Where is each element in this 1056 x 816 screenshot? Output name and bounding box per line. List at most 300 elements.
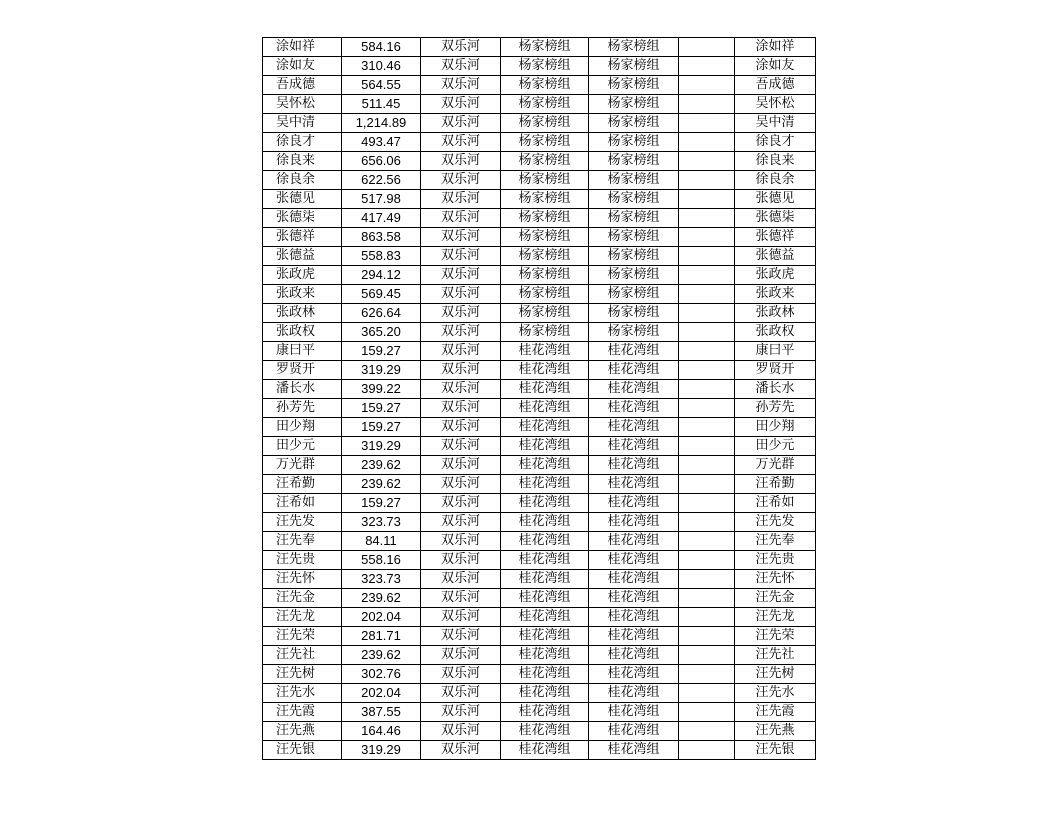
cell-village: 双乐河	[421, 76, 501, 95]
cell-name: 汪先金	[263, 589, 342, 608]
cell-group: 桂花湾组	[501, 703, 589, 722]
cell-name-2: 汪先银	[735, 741, 816, 760]
cell-blank	[679, 361, 735, 380]
cell-blank	[679, 627, 735, 646]
cell-name: 康曰平	[263, 342, 342, 361]
cell-name-2: 汪先霞	[735, 703, 816, 722]
cell-group: 杨家榜组	[501, 171, 589, 190]
cell-group-2: 桂花湾组	[589, 589, 679, 608]
cell-blank	[679, 589, 735, 608]
cell-village: 双乐河	[421, 171, 501, 190]
cell-blank	[679, 342, 735, 361]
cell-name: 徐良来	[263, 152, 342, 171]
cell-blank	[679, 646, 735, 665]
cell-group: 杨家榜组	[501, 285, 589, 304]
cell-blank	[679, 323, 735, 342]
cell-name-2: 张德祥	[735, 228, 816, 247]
cell-name: 徐良余	[263, 171, 342, 190]
cell-amount: 863.58	[342, 228, 421, 247]
cell-group-2: 桂花湾组	[589, 418, 679, 437]
cell-group-2: 杨家榜组	[589, 171, 679, 190]
cell-group: 桂花湾组	[501, 513, 589, 532]
cell-group-2: 桂花湾组	[589, 380, 679, 399]
cell-village: 双乐河	[421, 114, 501, 133]
cell-village: 双乐河	[421, 570, 501, 589]
cell-name: 张政虎	[263, 266, 342, 285]
cell-name-2: 涂如祥	[735, 38, 816, 57]
cell-name: 罗贤开	[263, 361, 342, 380]
cell-amount: 417.49	[342, 209, 421, 228]
cell-name: 潘长水	[263, 380, 342, 399]
cell-name: 汪先水	[263, 684, 342, 703]
table-row	[263, 152, 816, 171]
table-row	[263, 684, 816, 703]
cell-village: 双乐河	[421, 380, 501, 399]
cell-group-2: 杨家榜组	[589, 190, 679, 209]
cell-group-2: 桂花湾组	[589, 437, 679, 456]
table-row	[263, 456, 816, 475]
cell-village: 双乐河	[421, 437, 501, 456]
cell-amount: 239.62	[342, 456, 421, 475]
cell-name-2: 田少元	[735, 437, 816, 456]
data-table	[262, 37, 816, 760]
cell-blank	[679, 665, 735, 684]
cell-blank	[679, 38, 735, 57]
cell-name: 吴怀松	[263, 95, 342, 114]
cell-name-2: 汪希勤	[735, 475, 816, 494]
cell-name: 吴中清	[263, 114, 342, 133]
table-row	[263, 304, 816, 323]
cell-name: 汪希如	[263, 494, 342, 513]
cell-group-2: 桂花湾组	[589, 627, 679, 646]
cell-blank	[679, 722, 735, 741]
cell-amount: 202.04	[342, 608, 421, 627]
cell-group: 杨家榜组	[501, 76, 589, 95]
cell-group-2: 桂花湾组	[589, 646, 679, 665]
cell-group: 桂花湾组	[501, 589, 589, 608]
cell-amount: 239.62	[342, 475, 421, 494]
table-row	[263, 418, 816, 437]
cell-amount: 319.29	[342, 361, 421, 380]
cell-group: 桂花湾组	[501, 342, 589, 361]
cell-group-2: 杨家榜组	[589, 304, 679, 323]
table-row	[263, 703, 816, 722]
cell-name: 汪先发	[263, 513, 342, 532]
table-row	[263, 437, 816, 456]
cell-name-2: 张德柒	[735, 209, 816, 228]
cell-name: 张政来	[263, 285, 342, 304]
cell-name-2: 吴怀松	[735, 95, 816, 114]
cell-name-2: 汪先龙	[735, 608, 816, 627]
cell-name: 孙芳先	[263, 399, 342, 418]
cell-village: 双乐河	[421, 532, 501, 551]
cell-village: 双乐河	[421, 133, 501, 152]
cell-group-2: 桂花湾组	[589, 342, 679, 361]
cell-amount: 622.56	[342, 171, 421, 190]
cell-blank	[679, 133, 735, 152]
cell-group-2: 桂花湾组	[589, 475, 679, 494]
cell-amount: 558.16	[342, 551, 421, 570]
table-row	[263, 513, 816, 532]
cell-amount: 159.27	[342, 399, 421, 418]
cell-blank	[679, 304, 735, 323]
cell-village: 双乐河	[421, 703, 501, 722]
cell-group: 杨家榜组	[501, 133, 589, 152]
cell-village: 双乐河	[421, 646, 501, 665]
cell-group: 桂花湾组	[501, 741, 589, 760]
cell-village: 双乐河	[421, 551, 501, 570]
cell-group: 杨家榜组	[501, 114, 589, 133]
cell-group-2: 杨家榜组	[589, 38, 679, 57]
cell-group: 杨家榜组	[501, 190, 589, 209]
cell-village: 双乐河	[421, 456, 501, 475]
table-row	[263, 589, 816, 608]
cell-group-2: 桂花湾组	[589, 399, 679, 418]
cell-village: 双乐河	[421, 209, 501, 228]
cell-name: 田少元	[263, 437, 342, 456]
cell-name: 田少翔	[263, 418, 342, 437]
cell-amount: 302.76	[342, 665, 421, 684]
cell-group-2: 桂花湾组	[589, 361, 679, 380]
cell-amount: 656.06	[342, 152, 421, 171]
cell-amount: 239.62	[342, 589, 421, 608]
cell-group-2: 杨家榜组	[589, 209, 679, 228]
table-row	[263, 570, 816, 589]
cell-village: 双乐河	[421, 247, 501, 266]
cell-village: 双乐河	[421, 494, 501, 513]
cell-group: 桂花湾组	[501, 684, 589, 703]
cell-group: 桂花湾组	[501, 627, 589, 646]
cell-group-2: 杨家榜组	[589, 114, 679, 133]
cell-group-2: 桂花湾组	[589, 608, 679, 627]
cell-group-2: 杨家榜组	[589, 323, 679, 342]
cell-group: 杨家榜组	[501, 266, 589, 285]
cell-name-2: 汪先燕	[735, 722, 816, 741]
cell-group: 杨家榜组	[501, 57, 589, 76]
cell-blank	[679, 494, 735, 513]
cell-village: 双乐河	[421, 361, 501, 380]
cell-name: 张德祥	[263, 228, 342, 247]
cell-group-2: 杨家榜组	[589, 266, 679, 285]
table-row	[263, 209, 816, 228]
table-row	[263, 114, 816, 133]
cell-village: 双乐河	[421, 57, 501, 76]
cell-name-2: 吾成德	[735, 76, 816, 95]
table-row	[263, 38, 816, 57]
cell-group-2: 杨家榜组	[589, 285, 679, 304]
cell-village: 双乐河	[421, 95, 501, 114]
cell-name-2: 张政来	[735, 285, 816, 304]
cell-name-2: 汪先贵	[735, 551, 816, 570]
cell-village: 双乐河	[421, 399, 501, 418]
cell-group: 杨家榜组	[501, 95, 589, 114]
cell-name-2: 汪先社	[735, 646, 816, 665]
table-row	[263, 285, 816, 304]
table-row	[263, 627, 816, 646]
table-row	[263, 475, 816, 494]
cell-name-2: 汪先荣	[735, 627, 816, 646]
cell-amount: 584.16	[342, 38, 421, 57]
cell-blank	[679, 551, 735, 570]
cell-blank	[679, 608, 735, 627]
cell-name-2: 张政林	[735, 304, 816, 323]
cell-group-2: 桂花湾组	[589, 722, 679, 741]
cell-name: 万光群	[263, 456, 342, 475]
cell-amount: 387.55	[342, 703, 421, 722]
cell-village: 双乐河	[421, 285, 501, 304]
cell-blank	[679, 247, 735, 266]
cell-name-2: 孙芳先	[735, 399, 816, 418]
table-row	[263, 741, 816, 760]
cell-group: 桂花湾组	[501, 551, 589, 570]
cell-amount: 323.73	[342, 513, 421, 532]
cell-name: 张德柒	[263, 209, 342, 228]
cell-amount: 319.29	[342, 437, 421, 456]
cell-name-2: 涂如友	[735, 57, 816, 76]
cell-name: 汪先霞	[263, 703, 342, 722]
cell-name-2: 张德见	[735, 190, 816, 209]
cell-village: 双乐河	[421, 741, 501, 760]
cell-blank	[679, 76, 735, 95]
cell-amount: 511.45	[342, 95, 421, 114]
cell-name: 汪先树	[263, 665, 342, 684]
cell-amount: 365.20	[342, 323, 421, 342]
table-row	[263, 266, 816, 285]
cell-blank	[679, 570, 735, 589]
table-row	[263, 494, 816, 513]
cell-name-2: 张德益	[735, 247, 816, 266]
cell-group: 杨家榜组	[501, 38, 589, 57]
cell-group: 杨家榜组	[501, 152, 589, 171]
table-row	[263, 399, 816, 418]
cell-name-2: 徐良才	[735, 133, 816, 152]
cell-group-2: 杨家榜组	[589, 57, 679, 76]
cell-group: 桂花湾组	[501, 722, 589, 741]
cell-name-2: 徐良来	[735, 152, 816, 171]
cell-amount: 569.45	[342, 285, 421, 304]
cell-village: 双乐河	[421, 589, 501, 608]
cell-group-2: 杨家榜组	[589, 95, 679, 114]
cell-amount: 323.73	[342, 570, 421, 589]
cell-blank	[679, 741, 735, 760]
cell-blank	[679, 418, 735, 437]
cell-blank	[679, 57, 735, 76]
cell-name-2: 汪先发	[735, 513, 816, 532]
cell-blank	[679, 456, 735, 475]
table-row	[263, 646, 816, 665]
cell-group-2: 桂花湾组	[589, 551, 679, 570]
cell-blank	[679, 171, 735, 190]
cell-amount: 159.27	[342, 418, 421, 437]
table-row	[263, 247, 816, 266]
cell-blank	[679, 399, 735, 418]
cell-name: 汪先社	[263, 646, 342, 665]
cell-blank	[679, 513, 735, 532]
cell-name-2: 万光群	[735, 456, 816, 475]
cell-group: 桂花湾组	[501, 399, 589, 418]
cell-group: 杨家榜组	[501, 209, 589, 228]
cell-village: 双乐河	[421, 627, 501, 646]
cell-amount: 294.12	[342, 266, 421, 285]
cell-name: 汪先荣	[263, 627, 342, 646]
table-row	[263, 361, 816, 380]
cell-amount: 84.11	[342, 532, 421, 551]
cell-group-2: 桂花湾组	[589, 703, 679, 722]
cell-group: 桂花湾组	[501, 570, 589, 589]
cell-name: 吾成德	[263, 76, 342, 95]
cell-name-2: 吴中清	[735, 114, 816, 133]
cell-name: 张政权	[263, 323, 342, 342]
table-row	[263, 551, 816, 570]
cell-amount: 399.22	[342, 380, 421, 399]
cell-group-2: 桂花湾组	[589, 741, 679, 760]
cell-group: 桂花湾组	[501, 646, 589, 665]
cell-village: 双乐河	[421, 266, 501, 285]
cell-group: 桂花湾组	[501, 456, 589, 475]
cell-name: 汪先龙	[263, 608, 342, 627]
cell-name: 张政林	[263, 304, 342, 323]
cell-village: 双乐河	[421, 228, 501, 247]
cell-group-2: 杨家榜组	[589, 228, 679, 247]
cell-group: 桂花湾组	[501, 418, 589, 437]
cell-name: 汪先燕	[263, 722, 342, 741]
cell-group-2: 杨家榜组	[589, 76, 679, 95]
cell-group-2: 桂花湾组	[589, 684, 679, 703]
cell-group-2: 桂花湾组	[589, 494, 679, 513]
cell-blank	[679, 437, 735, 456]
cell-group: 桂花湾组	[501, 361, 589, 380]
cell-amount: 558.83	[342, 247, 421, 266]
table-row	[263, 171, 816, 190]
cell-blank	[679, 380, 735, 399]
table-row	[263, 665, 816, 684]
cell-blank	[679, 703, 735, 722]
cell-village: 双乐河	[421, 684, 501, 703]
cell-group: 桂花湾组	[501, 494, 589, 513]
cell-amount: 159.27	[342, 494, 421, 513]
cell-village: 双乐河	[421, 304, 501, 323]
cell-name-2: 罗贤开	[735, 361, 816, 380]
cell-name: 汪先奉	[263, 532, 342, 551]
cell-village: 双乐河	[421, 608, 501, 627]
cell-group: 杨家榜组	[501, 228, 589, 247]
cell-blank	[679, 285, 735, 304]
cell-group-2: 桂花湾组	[589, 513, 679, 532]
cell-group: 杨家榜组	[501, 304, 589, 323]
cell-blank	[679, 114, 735, 133]
cell-group-2: 杨家榜组	[589, 152, 679, 171]
cell-amount: 1,214.89	[342, 114, 421, 133]
table-row	[263, 57, 816, 76]
cell-village: 双乐河	[421, 190, 501, 209]
table-row	[263, 380, 816, 399]
cell-blank	[679, 532, 735, 551]
cell-name-2: 汪先金	[735, 589, 816, 608]
cell-name: 张德益	[263, 247, 342, 266]
cell-village: 双乐河	[421, 418, 501, 437]
cell-blank	[679, 228, 735, 247]
cell-village: 双乐河	[421, 513, 501, 532]
cell-name: 汪先怀	[263, 570, 342, 589]
cell-name: 涂如祥	[263, 38, 342, 57]
cell-name: 涂如友	[263, 57, 342, 76]
cell-name-2: 汪先树	[735, 665, 816, 684]
cell-group: 桂花湾组	[501, 665, 589, 684]
cell-blank	[679, 266, 735, 285]
cell-amount: 159.27	[342, 342, 421, 361]
cell-group-2: 桂花湾组	[589, 532, 679, 551]
table-row	[263, 228, 816, 247]
cell-village: 双乐河	[421, 323, 501, 342]
cell-name: 汪先贵	[263, 551, 342, 570]
cell-name: 徐良才	[263, 133, 342, 152]
cell-group: 桂花湾组	[501, 475, 589, 494]
cell-amount: 202.04	[342, 684, 421, 703]
cell-name-2: 汪先水	[735, 684, 816, 703]
cell-village: 双乐河	[421, 152, 501, 171]
cell-village: 双乐河	[421, 38, 501, 57]
cell-blank	[679, 209, 735, 228]
cell-village: 双乐河	[421, 475, 501, 494]
table-row	[263, 608, 816, 627]
cell-name: 汪希勤	[263, 475, 342, 494]
cell-name-2: 汪希如	[735, 494, 816, 513]
table-row	[263, 76, 816, 95]
table-row	[263, 95, 816, 114]
cell-village: 双乐河	[421, 665, 501, 684]
cell-amount: 626.64	[342, 304, 421, 323]
table-row	[263, 190, 816, 209]
cell-group: 桂花湾组	[501, 437, 589, 456]
cell-name-2: 康曰平	[735, 342, 816, 361]
cell-name-2: 张政权	[735, 323, 816, 342]
cell-group: 桂花湾组	[501, 608, 589, 627]
cell-name-2: 潘长水	[735, 380, 816, 399]
cell-village: 双乐河	[421, 722, 501, 741]
cell-name-2: 张政虎	[735, 266, 816, 285]
cell-group-2: 桂花湾组	[589, 570, 679, 589]
cell-amount: 493.47	[342, 133, 421, 152]
table-row	[263, 532, 816, 551]
table-row	[263, 722, 816, 741]
table-body	[263, 38, 816, 760]
table-row	[263, 323, 816, 342]
cell-name: 汪先银	[263, 741, 342, 760]
cell-amount: 517.98	[342, 190, 421, 209]
cell-name-2: 徐良余	[735, 171, 816, 190]
cell-amount: 319.29	[342, 741, 421, 760]
cell-group: 桂花湾组	[501, 380, 589, 399]
cell-group: 杨家榜组	[501, 247, 589, 266]
cell-blank	[679, 95, 735, 114]
cell-blank	[679, 684, 735, 703]
cell-name-2: 田少翔	[735, 418, 816, 437]
cell-amount: 564.55	[342, 76, 421, 95]
cell-name-2: 汪先怀	[735, 570, 816, 589]
cell-group: 桂花湾组	[501, 532, 589, 551]
table-row	[263, 342, 816, 361]
cell-blank	[679, 475, 735, 494]
cell-group-2: 桂花湾组	[589, 456, 679, 475]
cell-group-2: 杨家榜组	[589, 247, 679, 266]
table-row	[263, 133, 816, 152]
cell-group-2: 杨家榜组	[589, 133, 679, 152]
cell-group-2: 桂花湾组	[589, 665, 679, 684]
cell-name-2: 汪先奉	[735, 532, 816, 551]
cell-blank	[679, 190, 735, 209]
cell-village: 双乐河	[421, 342, 501, 361]
cell-group: 杨家榜组	[501, 323, 589, 342]
